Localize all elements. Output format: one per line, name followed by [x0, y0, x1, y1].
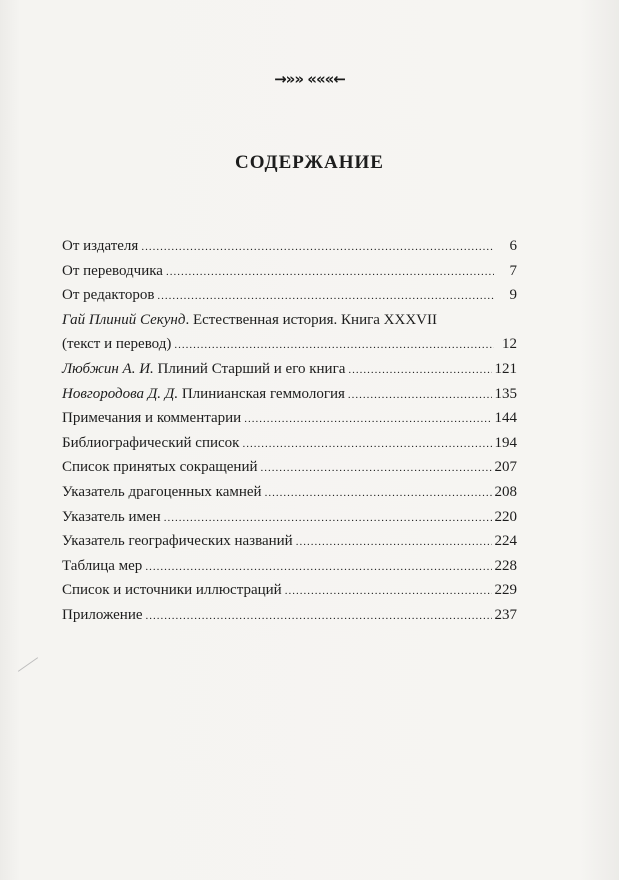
toc-entry — [62, 386, 517, 411]
toc-entry — [62, 459, 517, 484]
dot-leader — [296, 536, 492, 548]
toc-entry — [62, 361, 517, 386]
toc-entry — [62, 435, 517, 460]
toc-entry-author: Новгородова Д. Д. — [62, 385, 179, 402]
toc-entry-text: (текст и перевод) — [62, 336, 172, 353]
toc-entry-title — [62, 238, 138, 255]
toc-entry-page: 229 — [494, 582, 517, 599]
toc-entry-page: 208 — [494, 483, 517, 500]
toc-entry — [62, 312, 517, 337]
toc-entry-page: 9 — [509, 287, 517, 304]
toc-entry-page: 194 — [494, 434, 517, 451]
toc-entry-text: . Естественная история. Книга XXXVII — [185, 311, 437, 328]
toc-entry-text: Библиографический список — [62, 434, 240, 451]
table-of-contents — [62, 238, 517, 632]
toc-entry-text: От редакторов — [62, 287, 155, 304]
toc-entry-text: Таблица мер — [62, 557, 143, 574]
toc-entry-text: Указатель географических названий — [62, 533, 293, 550]
toc-entry-title — [62, 509, 161, 526]
toc-entry-text: Указатель имен — [62, 508, 161, 525]
toc-entry-page: 12 — [502, 336, 517, 353]
toc-entry-page: 207 — [494, 459, 517, 476]
toc-entry — [62, 582, 517, 607]
dot-leader — [157, 290, 494, 302]
dot-leader — [141, 241, 494, 253]
toc-entry-page: 144 — [494, 410, 517, 427]
toc-entry-page: 121 — [494, 360, 517, 377]
toc-entry-text: Указатель драгоценных камней — [62, 483, 262, 500]
toc-entry-title — [62, 484, 262, 501]
toc-entry-page: 220 — [494, 508, 517, 525]
page-title: СОДЕРЖАНИЕ — [235, 152, 384, 173]
dot-leader — [261, 462, 492, 474]
dot-leader — [164, 512, 492, 524]
toc-entry — [62, 484, 517, 509]
dot-leader — [348, 364, 491, 376]
toc-entry — [62, 263, 517, 288]
dot-leader — [244, 413, 491, 425]
toc-entry — [62, 509, 517, 534]
toc-entry — [62, 558, 517, 583]
toc-entry — [62, 287, 517, 312]
dot-leader — [285, 585, 492, 597]
toc-entry — [62, 533, 517, 558]
toc-entry-author: Гай Плиний Секунд — [62, 311, 186, 328]
toc-entry-text: От издателя — [62, 238, 139, 254]
toc-entry-title — [62, 361, 345, 378]
toc-entry-text: Приложение — [62, 606, 143, 623]
toc-entry-text: Список и источники иллюстраций — [62, 582, 282, 599]
dot-leader — [145, 561, 491, 573]
toc-entry-page: 228 — [494, 557, 517, 574]
dot-leader — [348, 389, 492, 401]
toc-entry-title — [62, 336, 171, 353]
toc-entry-author: Любжин А. И. — [62, 360, 154, 377]
toc-entry-page: 224 — [494, 533, 517, 550]
toc-entry — [62, 607, 517, 632]
toc-entry-title — [62, 582, 282, 599]
dot-leader — [166, 266, 494, 278]
toc-entry-text: Примечания и комментарии — [62, 410, 242, 427]
ornament: →»» «««← — [274, 70, 345, 88]
dot-leader — [174, 339, 494, 351]
toc-entry-title — [62, 607, 143, 624]
toc-entry-title — [62, 312, 437, 329]
toc-entry-page: 135 — [494, 385, 517, 402]
toc-entry-title — [62, 435, 239, 452]
toc-entry-title — [62, 263, 163, 280]
toc-entry — [62, 410, 517, 435]
toc-entry-text: Плиний Старший и его книга — [153, 360, 346, 377]
toc-entry-text: Список принятых сокращений — [62, 459, 258, 476]
toc-entry-title — [62, 287, 154, 304]
dot-leader — [146, 610, 492, 622]
toc-entry-text: От переводчика — [62, 262, 163, 279]
toc-entry-page: 6 — [509, 238, 517, 254]
toc-entry — [62, 238, 517, 263]
toc-entry-page: 237 — [494, 606, 517, 623]
toc-entry-title — [62, 459, 258, 476]
toc-entry-page: 7 — [509, 262, 517, 279]
toc-entry-title — [62, 386, 345, 403]
scan-mark — [18, 657, 38, 672]
toc-entry-title — [62, 533, 293, 550]
toc-entry-title — [62, 558, 142, 575]
dot-leader — [265, 487, 492, 499]
toc-entry — [62, 336, 517, 361]
toc-entry-text: Плинианская геммология — [178, 385, 345, 402]
dot-leader — [242, 438, 491, 450]
toc-entry-title — [62, 410, 241, 427]
